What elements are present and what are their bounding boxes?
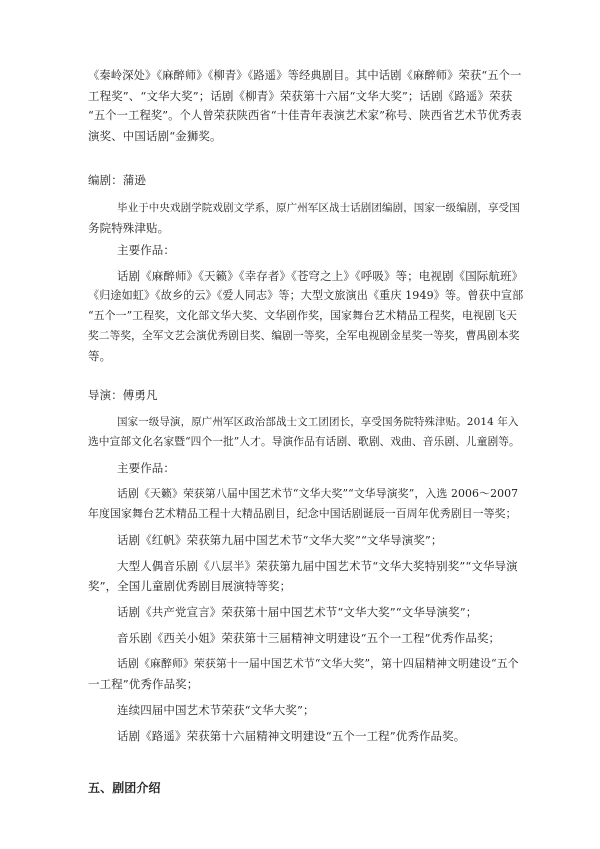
text-line: 大型人偶音乐剧《八层半》荣获第九届中国艺术节“文华大奖特别奖”“文华导演 — [117, 559, 518, 573]
text-line: 话剧《天籁》荣获第八届中国艺术节“文华大奖”“文华导演奖”，入选 2006～2007 — [117, 487, 519, 500]
text-line: 《归途如虹》《故乡的云》《爱人同志》等；大型文旅演出《重庆 1949》等。曾获中宣部 — [88, 289, 524, 302]
text-line: 务院特殊津贴。 — [88, 221, 170, 235]
subheading-main-works: 主要作品： — [117, 461, 175, 475]
text-line: 话剧《路遥》荣获第十六届精神文明建设“五个一工程”优秀作品奖。 — [117, 729, 466, 743]
text-line: 话剧《红帆》荣获第九届中国艺术节“文华大奖”“文华导演奖”； — [117, 533, 443, 547]
text-line: 选中宣部文化名家暨“四个一批”人才。导演作品有话剧、歌剧、戏曲、音乐剧、儿童剧等。 — [88, 435, 520, 448]
text-line: “五个一”工程奖，文化部文华大奖、文华剧作奖，国家舞台艺术精品工程奖，电视剧飞天 — [88, 309, 517, 322]
text-line: 奖”，全国儿童剧优秀剧目展演特等奖； — [88, 579, 292, 593]
section-label-director: 导演：傅勇凡 — [88, 388, 158, 402]
text-line: 奖二等奖，全军文艺会演优秀剧目奖、编剧一等奖，全军电视剧金星奖一等奖，曹禺剧本奖 — [88, 329, 520, 342]
text-line: 连续四届中国艺术节荣获“文华大奖”； — [117, 703, 315, 717]
text-line: 工程奖”、“文华大奖”；话剧《柳青》荣获第十六届“文华大奖”；话剧《路遥》荣获 — [88, 89, 513, 103]
text-line: “五个一工程奖”。个人曾荣获陕西省“十佳青年表演艺术家”称号、陕西省艺术节优秀表 — [88, 109, 522, 122]
text-line: 话剧《共产党宣言》荣获第十届中国艺术节“文华大奖”“文华导演奖”； — [117, 605, 478, 619]
text-line: 毕业于中央戏剧学院戏剧文学系，原广州军区战士话剧团编剧，国家一级编剧，享受国 — [117, 202, 520, 214]
text-line: 等。 — [88, 349, 112, 363]
section-label-screenwriter: 编剧：蒲逊 — [88, 173, 146, 187]
text-line: 话剧《麻醉师》荣获第十一届中国艺术节“文华大奖”，第十四届精神文明建设“五个 — [117, 657, 519, 670]
text-line: 音乐剧《西关小姐》荣获第十三届精神文明建设“五个一工程”优秀作品奖； — [117, 631, 501, 645]
text-line: 国家一级导演，原广州军区政治部战士文工团团长，享受国务院特殊津贴。2014 年入 — [117, 416, 519, 428]
text-line: 话剧《麻醉师》《天籁》《幸存者》《苍穹之上》《呼吸》等；电视剧《国际航班》 — [117, 269, 524, 283]
text-line: 《秦岭深处》《麻醉师》《柳青》《路遥》等经典剧目。其中话剧《麻醉师》荣获“五个一 — [88, 69, 522, 82]
text-line: 演奖、中国话剧“金狮奖。 — [88, 129, 222, 143]
subheading-main-works: 主要作品： — [117, 243, 175, 257]
section-heading-troupe-intro: 五、剧团介绍 — [88, 781, 161, 795]
text-line: 一工程”优秀作品奖； — [88, 677, 199, 691]
text-line: 年度国家舞台艺术精品工程十大精品剧目，纪念中国话剧诞辰一百周年优秀剧目一等奖； — [88, 507, 517, 520]
